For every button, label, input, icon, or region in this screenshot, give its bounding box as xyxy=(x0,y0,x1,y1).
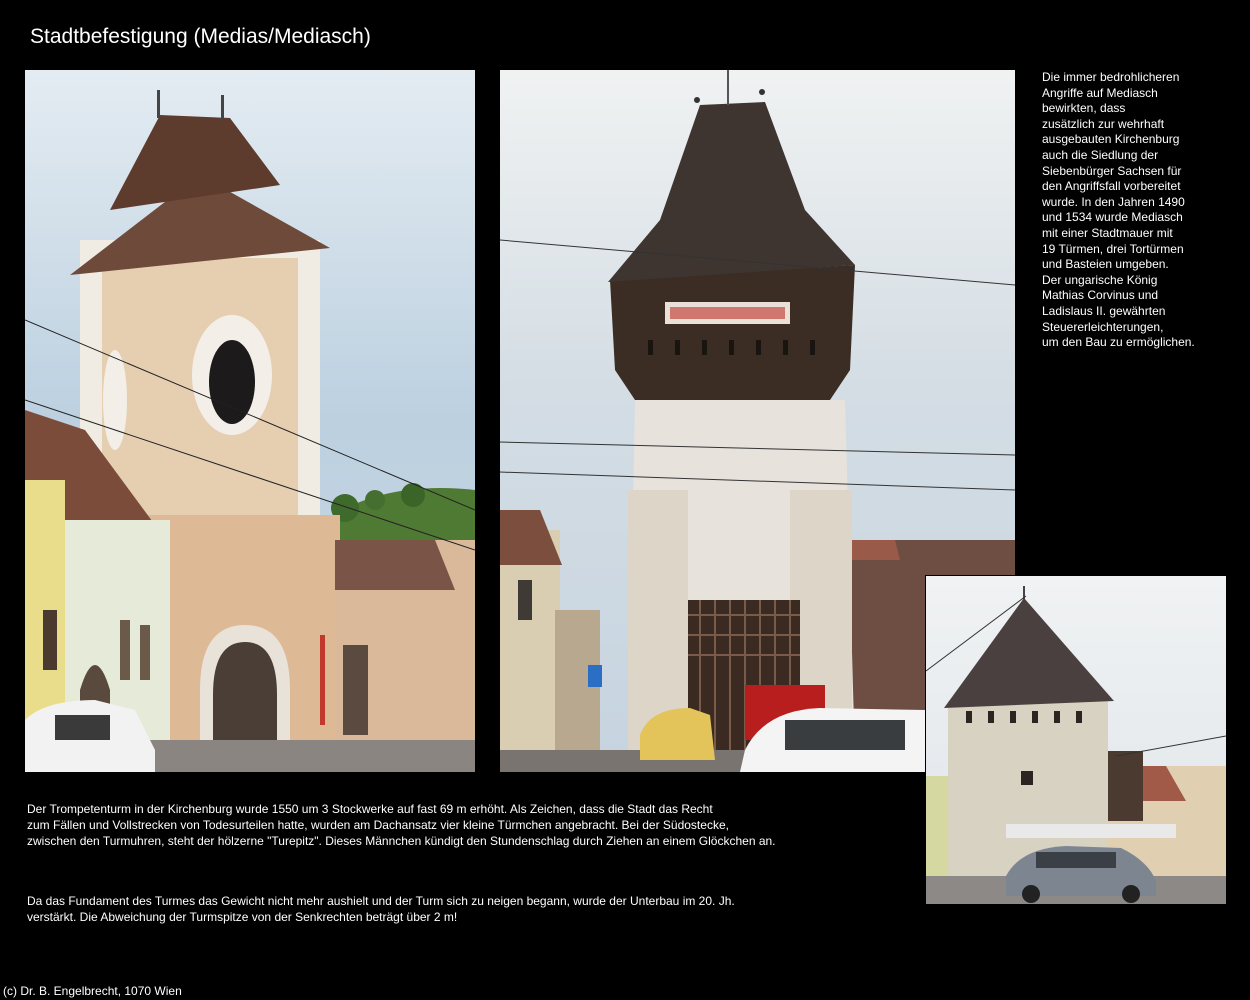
page-title: Stadtbefestigung (Medias/Mediasch) xyxy=(30,25,371,48)
copyright-footer: (c) Dr. B. Engelbrecht, 1070 Wien xyxy=(3,984,182,998)
side-text-line: und 1534 wurde Mediasch xyxy=(1042,210,1183,225)
side-text-line: den Angriffsfall vorbereitet xyxy=(1042,179,1181,194)
caption-line: Da das Fundament des Turmes das Gewicht nicht mehr aushielt und der Turm sich zu neigen begann, wurde der Unterbau im 20. Jh. xyxy=(27,894,735,908)
side-text-line: auch die Siedlung der xyxy=(1042,147,1159,162)
side-text-line: Angriffe auf Mediasch xyxy=(1042,85,1158,100)
side-text-line: Die immer bedrohlicheren xyxy=(1042,70,1180,84)
photo-trompetenturm xyxy=(25,70,475,772)
side-text-line: Siebenbürger Sachsen für xyxy=(1042,163,1182,178)
side-text-line: bewirkten, dass xyxy=(1042,101,1126,116)
caption-line: Der Trompetenturm in der Kirchenburg wurde 1550 um 3 Stockwerke auf fast 69 m erhöht. Als Zeichen, dass die Stadt das Recht xyxy=(27,802,713,816)
side-text-line: Mathias Corvinus und xyxy=(1042,288,1159,303)
caption xyxy=(27,787,907,939)
side-description xyxy=(1042,70,1227,351)
side-text-line: Ladislaus II. gewährten xyxy=(1042,303,1166,318)
caption-line: zwischen den Turmuhren, steht der hölzerne "Turepitz". Dieses Männchen kündigt den Stundenschlag durch Ziehen an einem Glöckchen an. xyxy=(27,834,776,848)
side-text-line: 19 Türmen, drei Tortürmen xyxy=(1042,241,1184,256)
side-text-line: um den Bau zu ermöglichen. xyxy=(1042,335,1195,350)
side-text-line: wurde. In den Jahren 1490 xyxy=(1042,194,1185,209)
side-text-line: ausgebauten Kirchenburg xyxy=(1042,132,1180,147)
caption-line: zum Fällen und Vollstrecken von Todesurteilen hatte, wurden am Dachansatz vier kleine Türmchen angebracht. Bei der Südostecke, xyxy=(27,818,729,832)
side-text-line: Steuererleichterungen, xyxy=(1042,319,1164,334)
photo-small-tower xyxy=(925,575,1227,905)
side-text-line: Der ungarische König xyxy=(1042,272,1158,287)
side-text-line: zusätzlich zur wehrhaft xyxy=(1042,116,1165,131)
caption-line: verstärkt. Die Abweichung der Turmspitze von der Senkrechten beträgt über 2 m! xyxy=(27,910,458,924)
side-text-line: und Basteien umgeben. xyxy=(1042,257,1169,272)
side-text-line: mit einer Stadtmauer mit xyxy=(1042,225,1173,240)
